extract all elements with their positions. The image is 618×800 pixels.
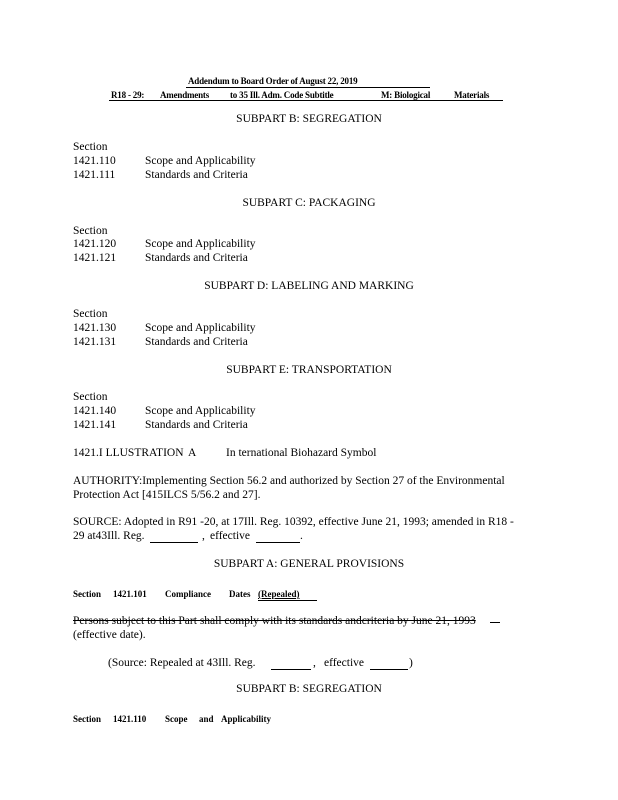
section-101-underline — [258, 600, 317, 601]
subpart-a-heading: SUBPART A: GENERAL PROVISIONS — [213, 558, 405, 570]
toc-title: Standards and Criteria — [145, 336, 248, 348]
header-line-2d: M: Biological — [381, 90, 431, 100]
section-label: Section — [73, 225, 108, 237]
toc-title: Standards and Criteria — [145, 419, 248, 431]
toc-num: 1421.140 — [73, 405, 117, 417]
section-101-title: Compliance — [165, 589, 211, 599]
toc-title: Scope and Applicability — [145, 155, 256, 167]
source2-a: (Source: Repealed at 43Ill. Reg. — [108, 657, 256, 669]
authority-line-1: AUTHORITY:Implementing Section 56.2 and authorized by Section 27 of the Environmental — [73, 475, 505, 487]
toc-num: 1421.121 — [73, 252, 117, 264]
toc-title: Scope and Applicability — [145, 238, 256, 250]
subpart-b-heading: SUBPART B: SEGREGATION — [236, 113, 382, 125]
toc-title: Scope and Applicability — [145, 322, 256, 334]
source2-blank-1 — [271, 669, 311, 670]
illustration-label: 1421.I LLUSTRATION — [73, 447, 184, 459]
subpart-c-heading: SUBPART C: PACKAGING — [242, 197, 376, 209]
illustration-letter: A — [188, 447, 197, 459]
header-underline-2 — [109, 100, 503, 101]
section-label: Section — [73, 141, 108, 153]
section-110-and: and — [199, 714, 214, 724]
header-line-2b: Amendments — [160, 90, 209, 100]
subpart-d-heading: SUBPART D: LABELING AND MARKING — [204, 280, 414, 292]
source-line-2a: 29 at43Ill. Reg. — [73, 530, 145, 542]
source-comma-1: , — [202, 530, 205, 542]
source-period: . — [300, 530, 303, 542]
authority-line-2: Protection Act [415ILCS 5/56.2 and 27]. — [73, 489, 261, 501]
toc-num: 1421.120 — [73, 238, 117, 250]
source-line-2b: effective — [210, 530, 251, 542]
section-101-dates: Dates — [229, 589, 251, 599]
toc-title: Standards and Criteria — [145, 169, 248, 181]
header-line-2a: R18 - 29: — [111, 90, 145, 100]
subpart-b2-heading: SUBPART B: SEGREGATION — [236, 683, 382, 695]
source2-b: effective — [324, 657, 365, 669]
toc-num: 1421.130 — [73, 322, 117, 334]
source2-c: ) — [409, 657, 413, 669]
header-line-2c: to 35 Ill. Adm. Code Subtitle — [230, 90, 334, 100]
source-blank-2 — [256, 542, 300, 543]
section-110-title: Scope — [165, 714, 188, 724]
section-101-repealed: (Repealed) — [258, 589, 300, 599]
struck-tail — [490, 622, 500, 623]
toc-title: Scope and Applicability — [145, 405, 256, 417]
struck-paragraph: Persons subject to this Part shall comply with its standards andcriteria by June 21, 1993 — [73, 615, 476, 627]
illustration-title: In ternational Biohazard Symbol — [226, 447, 377, 459]
section-110-label: Section — [73, 714, 101, 724]
toc-num: 1421.131 — [73, 336, 117, 348]
source2-blank-2 — [370, 669, 408, 670]
section-110-id: 1421.110 — [113, 714, 147, 724]
header-line-2e: Materials — [454, 90, 490, 100]
toc-title: Standards and Criteria — [145, 252, 248, 264]
header-line-1: Addendum to Board Order of August 22, 2019 — [188, 76, 358, 86]
subpart-e-heading: SUBPART E: TRANSPORTATION — [226, 364, 392, 376]
source-line-1: SOURCE: Adopted in R91 -20, at 17Ill. Reg. 10392, effective June 21, 1993; amended in R18 - — [73, 516, 514, 528]
toc-num: 1421.110 — [73, 155, 116, 167]
section-label: Section — [73, 391, 108, 403]
section-label: Section — [73, 308, 108, 320]
header-underline-1 — [186, 87, 430, 88]
source2-comma: , — [313, 657, 316, 669]
toc-num: 1421.141 — [73, 419, 117, 431]
struck-continuation: (effective date). — [73, 629, 146, 641]
toc-num: 1421.111 — [73, 169, 116, 181]
section-110-applicability: Applicability — [221, 714, 272, 724]
section-101-label: Section — [73, 589, 101, 599]
source-blank-1 — [150, 542, 198, 543]
section-101-id: 1421.101 — [113, 589, 147, 599]
